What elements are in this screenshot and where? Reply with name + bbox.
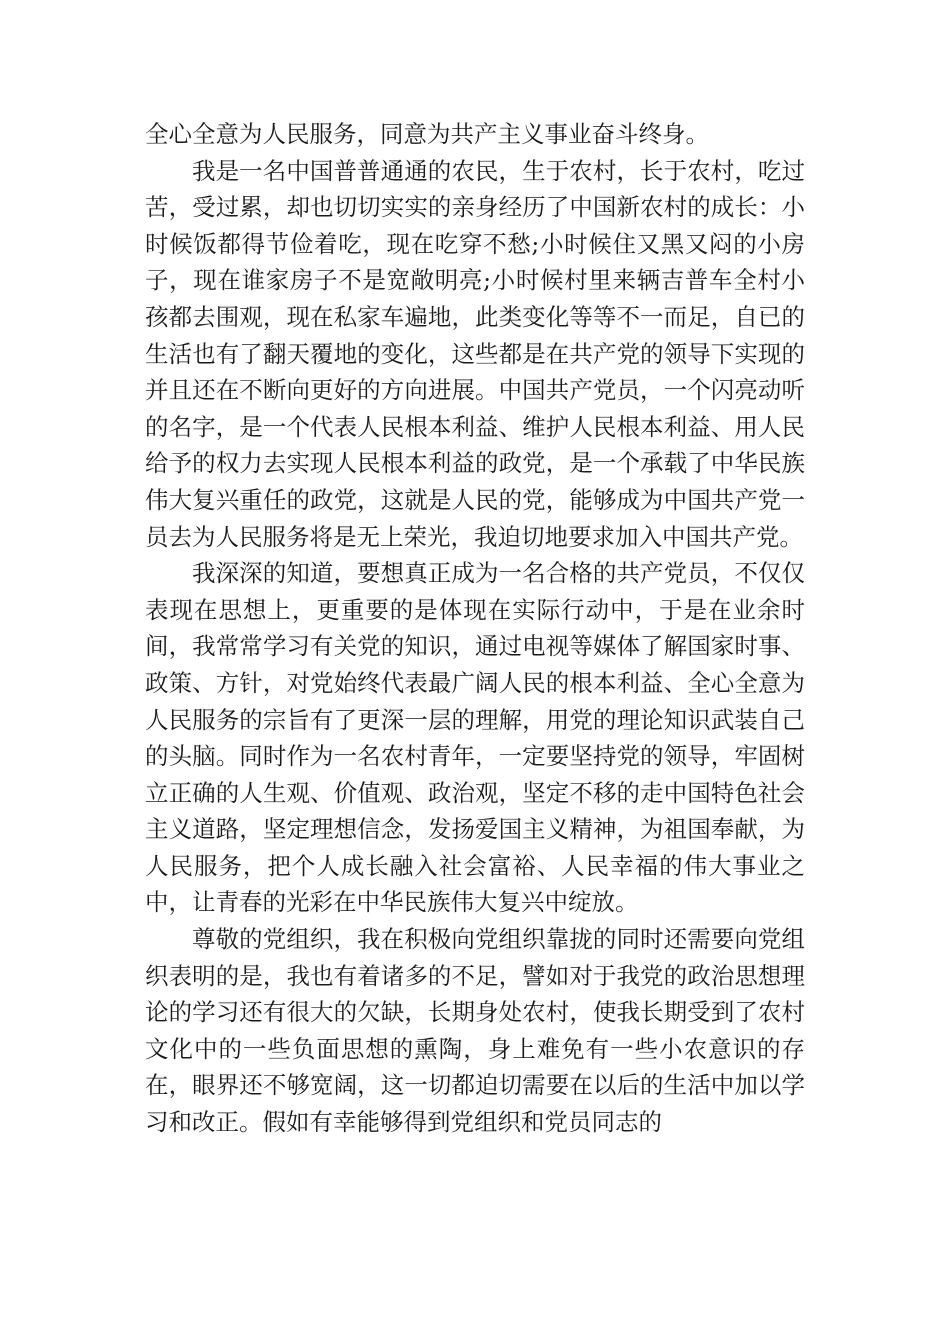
paragraph-2: 我是一名中国普普通通的农民，生于农村，长于农村，吃过苦，受过累，却也切切实实的亲身经历了中国新农村的成长：小时候饭都得节俭着吃，现在吃穿不愁;小时候住又黑又闷的小房子，现在谁家房子不是宽敞明亮;小时候村里来辆吉普车全村小孩都去围观，现在私家车遍地，此类变化等等不一而足，自已的生活也有了翻天覆地的变化，这些都是在共产党的领导下实现的并且还在不断向更好的方向进展。中国共产党员，一个闪亮动听的名字，是一个代表人民根本利益、维护人民根本利益、用人民给予的权力去实现人民根本利益的政党，是一个承载了中华民族伟大复兴重任的政党，这就是人民的党，能够成为中国共产党一员去为人民服务将是无上荣光，我迫切地要求加入中国共产党。: [145, 156, 805, 551]
paragraph-4: 尊敬的党组织，我在积极向党组织靠拢的同时还需要向党组织表明的是，我也有着诸多的不足，譬如对于我党的政治思想理论的学习还有很大的欠缺，长期身处农村，使我长期受到了农村文化中的一些负面思想的熏陶，身上难免有一些小农意识的存在，眼界还不够宽阔，这一切都迫切需要在以后的生活中加以学习和改正。假如有幸能够得到党组织和党员同志的: [145, 925, 805, 1137]
paragraph-3: 我深深的知道，要想真正成为一名合格的共产党员，不仅仅表现在思想上，更重要的是体现在实际行动中，于是在业余时间，我常常学习有关党的知识，通过电视等媒体了解国家时事、政策、方针，对党始终代表最广阔人民的根本利益、全心全意为人民服务的宗旨有了更深一层的理解，用党的理论知识武装自己的头脑。同时作为一名农村青年，一定要坚持党的领导，牢固树立正确的人生观、价值观、政治观，坚定不移的走中国特色社会主义道路，坚定理想信念，发扬爱国主义精神，为祖国奉献，为人民服务，把个人成长融入社会富裕、人民幸福的伟大事业之中，让青春的光彩在中华民族伟大复兴中绽放。: [145, 559, 805, 917]
paragraph-1: 全心全意为人民服务，同意为共产主义事业奋斗终身。: [145, 120, 709, 148]
document-body: [145, 116, 805, 1141]
